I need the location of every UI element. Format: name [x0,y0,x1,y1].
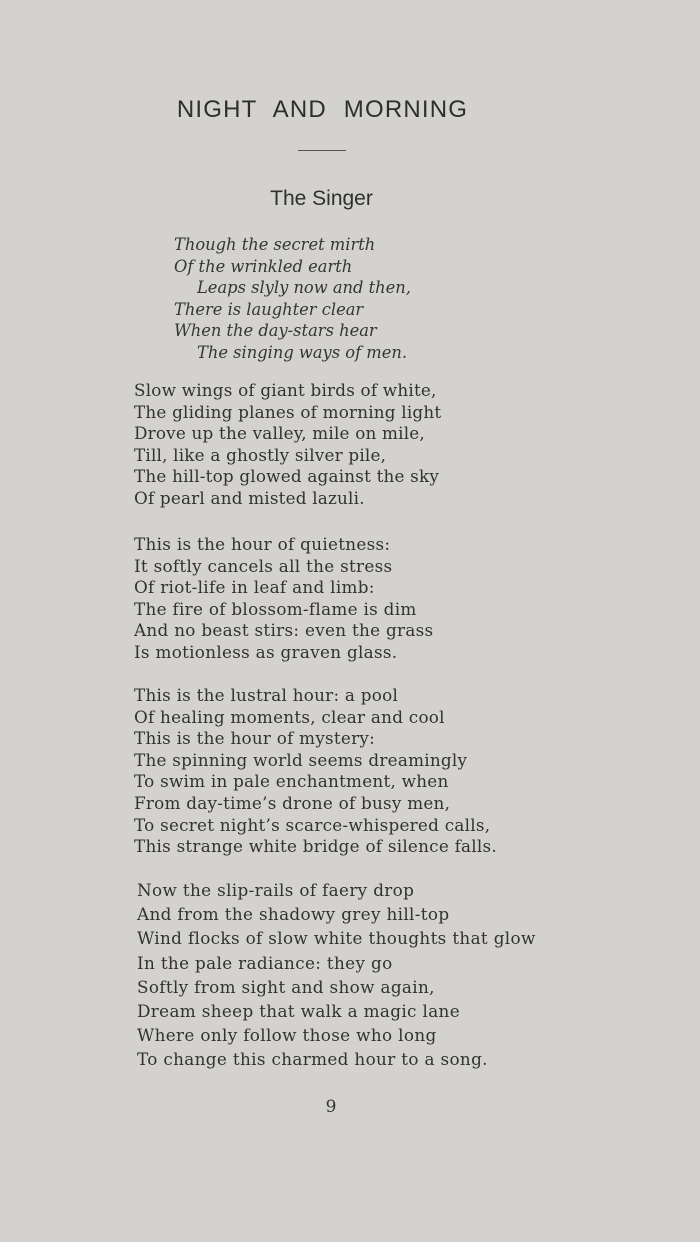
title-divider [298,150,346,151]
epigraph-line: When the day-stars hear [174,321,377,340]
poem-line: This is the hour of quietness: [134,534,391,554]
epigraph-line: The singing ways of men. [197,342,408,362]
stanza-4 [137,878,536,1072]
stanza-2 [134,534,433,664]
poem-line: Till, like a ghostly silver pile, [134,444,387,465]
poem-line: Softly from sight and show again, [137,976,435,997]
poem-line: In the pale radiance: they go [137,952,393,973]
poem-line: From day-time’s drone of busy men, [134,792,451,813]
poem-line: Dream sheep that walk a magic lane [137,1001,461,1022]
poem-line: And no beast stirs: even the grass [134,620,434,641]
poem-line: This is the lustral hour: a pool [134,685,399,705]
poem-line: To secret night’s scarce-whispered calls, [134,814,491,835]
page-number: 9 [325,1097,337,1117]
poem-line: Of pearl and misted lazuli. [134,487,365,508]
poem-line: The spinning world seems dreamingly [134,749,468,770]
epigraph-line: There is laughter clear [174,299,364,319]
poem-line: The hill-top glowed against the sky [134,466,440,487]
poem-line: Of riot-life in leaf and limb: [134,577,375,598]
poem-line: Where only follow those who long [137,1025,437,1046]
poem-line: The fire of blossom-flame is dim [134,598,417,619]
epigraph-line: Leaps slyly now and then, [197,278,411,297]
poem-line: Wind flocks of slow white thoughts that glow [137,928,536,949]
epigraph [174,234,411,363]
book-title: NIGHT AND MORNING [176,96,469,123]
stanza-1 [134,380,441,510]
poem-line: To swim in pale enchantment, when [134,771,449,792]
poem-line: Now the slip-rails of faery drop [137,880,415,900]
poem-line: Drove up the valley, mile on mile, [134,423,425,444]
epigraph-line: Of the wrinkled earth [174,256,353,276]
poem-line: Of healing moments, clear and cool [134,706,445,727]
poem-line: This is the hour of mystery: [134,728,376,749]
stanza-3 [134,685,497,858]
poem-line: It softly cancels all the stress [134,555,393,576]
poem-line: The gliding planes of morning light [134,401,442,422]
poem-line: To change this charmed hour to a song. [137,1049,488,1070]
poem-line: This strange white bridge of silence falls. [134,836,497,857]
poem-line: Is motionless as graven glass. [134,641,398,662]
epigraph-line: Though the secret mirth [174,235,376,254]
poem-title: The Singer [270,187,373,210]
poem-line: And from the shadowy grey hill-top [137,904,450,925]
poem-line: Slow wings of giant birds of white, [134,380,437,400]
